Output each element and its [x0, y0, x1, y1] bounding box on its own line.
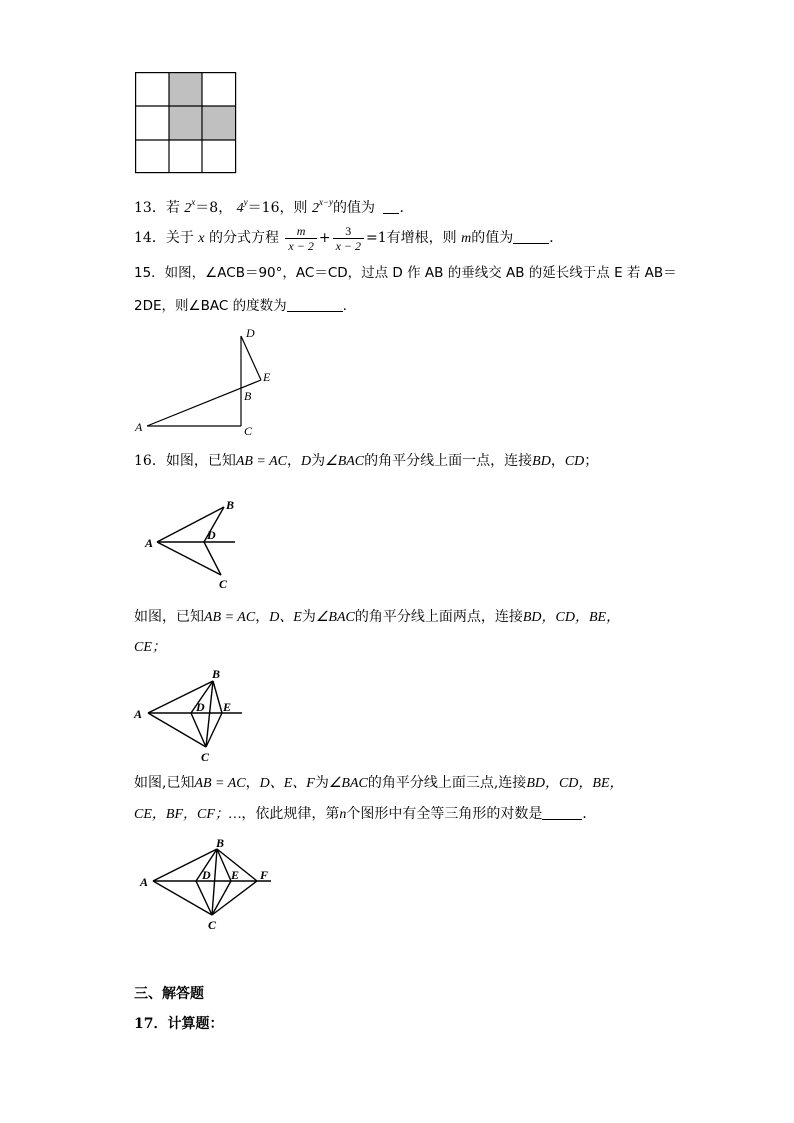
- q16-f1-label-c: C: [219, 577, 228, 591]
- q16-p2-sep: ，: [255, 609, 270, 625]
- q15-line2-text: 2DE，则∠BAC 的度数为: [134, 298, 287, 314]
- q13-base-a: 2: [184, 201, 192, 216]
- q16-p2-list: BD，CD，BE，: [522, 610, 621, 625]
- answer-blank[interactable]: [383, 199, 399, 214]
- q16-p1-post: 的角平分线上面一点，连接: [364, 453, 533, 469]
- q14-end: ．: [549, 230, 564, 246]
- q16-f3-label-d: D: [202, 868, 211, 882]
- q16-p3-list2: CE，BF，CF；…: [134, 807, 242, 822]
- q16-p2-prefix: 如图，已知: [134, 609, 204, 625]
- q15-figure: [130, 325, 290, 440]
- q13-end: ．: [399, 200, 414, 216]
- question-17: 17．计算题：: [134, 1016, 224, 1032]
- question-16-part-3-line-2: [134, 804, 596, 825]
- q14-text-mid: 的分式方程: [208, 230, 279, 246]
- q16-p1-end: ；: [584, 453, 599, 469]
- q16-p3-n: n: [339, 807, 347, 822]
- q15-end: .: [342, 298, 347, 314]
- answer-blank[interactable]: [287, 297, 343, 312]
- q14-plus: +: [318, 230, 331, 246]
- q16-f1-label-d: D: [207, 528, 216, 542]
- q16-f3-label-f: F: [260, 868, 269, 882]
- q16-p1-angle: ∠BAC: [325, 454, 365, 469]
- q15-label-b: B: [244, 389, 252, 403]
- q16-p1-bd: BD: [532, 454, 551, 469]
- q16-f1-label-a: A: [145, 536, 154, 550]
- q15-label-e: E: [263, 370, 271, 384]
- q13-base-c: 2: [311, 201, 319, 216]
- q16-p2-post: 的角平分线上面两点，连接: [354, 609, 523, 625]
- section-heading: 三、解答题: [134, 986, 204, 1002]
- q14-fraction-2: [333, 224, 364, 253]
- q14-number: 14．关于: [134, 230, 194, 246]
- answer-blank[interactable]: [513, 229, 549, 244]
- q15-label-d: D: [246, 326, 255, 340]
- q16-p3-sep: ，: [245, 775, 260, 791]
- q14-var-m: m: [461, 231, 472, 246]
- grid-cell-shaded: [169, 72, 202, 106]
- q16-p3-rule: ，依此规律，第: [241, 806, 340, 822]
- q16-p3-end: ．: [582, 806, 597, 822]
- q13-text-b: ＝16，则: [247, 200, 308, 216]
- grid-figure: [135, 72, 237, 174]
- q16-p3-angle: ∠BAC: [328, 776, 368, 791]
- q14-fraction-1: [285, 224, 316, 253]
- q16-p1-prefix: 16．如图，已知: [134, 453, 236, 469]
- q14-suffix: 的值为: [471, 230, 514, 246]
- q16-p1-comma: ，: [550, 453, 565, 469]
- q16-f3-label-c: C: [208, 918, 217, 932]
- q16-f2-label-d: D: [196, 700, 205, 714]
- q13-text-c: 的值为: [333, 200, 375, 216]
- grid-cell-shaded: [169, 106, 202, 140]
- q16-p2-angle: ∠BAC: [315, 610, 355, 625]
- q14-f2-numerator: 3: [333, 224, 364, 239]
- q16-p1-wei: 为: [311, 453, 326, 469]
- question-16-part-2-line-1: [134, 607, 620, 628]
- q14-var-x: x: [198, 231, 205, 246]
- q16-f3-label-a: A: [140, 875, 149, 889]
- question-15-line-2: [134, 296, 347, 316]
- question-14: [134, 222, 563, 255]
- q16-figure-2: [130, 665, 250, 765]
- question-16-part-3-line-1: [134, 773, 624, 794]
- q16-p1-d: D: [301, 454, 312, 469]
- q16-p3-question: 个图形中有全等三角形的对数是: [346, 806, 543, 822]
- question-13: [134, 192, 413, 219]
- q16-figure-3: [136, 835, 281, 935]
- q16-p3-prefix: 如图,已知: [134, 775, 195, 791]
- q16-f3-label-b: B: [216, 836, 225, 850]
- q16-p3-list: BD，CD，BE，: [526, 776, 624, 791]
- q16-p2-de: D、E: [269, 610, 302, 625]
- q16-f1-label-b: B: [226, 498, 235, 512]
- q14-f1-numerator: m: [285, 224, 316, 239]
- grid-cell-shaded: [202, 106, 235, 140]
- q14-f2-denominator: x − 2: [335, 238, 362, 253]
- question-16-part-1: [134, 451, 598, 472]
- q13-text-a: ＝8，: [195, 200, 233, 216]
- q16-p2-wei: 为: [301, 609, 316, 625]
- q16-p1-sep: ，: [287, 453, 302, 469]
- q16-f2-label-e: E: [223, 700, 232, 714]
- q16-p1-cd: CD: [564, 454, 585, 469]
- q15-label-a: A: [135, 420, 143, 434]
- q16-p2-eq: AB = AC: [204, 610, 256, 625]
- question-15-line-1: 15．如图，∠ACB＝90°，AC＝CD，过点 D 作 AB 的垂线交 AB 的延长线于点 E 若 AB＝: [134, 265, 677, 281]
- q16-p3-wei: 为: [314, 775, 329, 791]
- q16-p3-eq: AB = AC: [194, 776, 246, 791]
- q13-exp-a: x: [191, 197, 196, 207]
- q16-p1-eq: AB = AC: [235, 454, 288, 469]
- q16-p2-line2: CE；: [134, 640, 166, 655]
- answer-blank[interactable]: [542, 805, 582, 820]
- q16-f3-label-e: E: [231, 868, 240, 882]
- q15-label-c: C: [244, 424, 253, 438]
- q13-exp-b: y: [243, 197, 248, 207]
- q16-p3-def: D、E、F: [259, 776, 315, 791]
- q13-number: 13．若: [134, 200, 180, 216]
- q13-base-b: 4: [236, 201, 244, 216]
- q16-figure-1: [140, 493, 250, 593]
- q13-exp-c: x−y: [318, 197, 333, 207]
- q16-f2-label-c: C: [201, 750, 210, 764]
- q14-f1-denominator: x − 2: [288, 238, 314, 253]
- q16-f2-label-a: A: [134, 707, 143, 721]
- q14-eq-text: =1有增根，则: [366, 230, 457, 246]
- question-16-part-2-line-2: [134, 637, 166, 658]
- q16-p3-post: 的角平分线上面三点,连接: [367, 775, 527, 791]
- q16-f2-label-b: B: [212, 667, 221, 681]
